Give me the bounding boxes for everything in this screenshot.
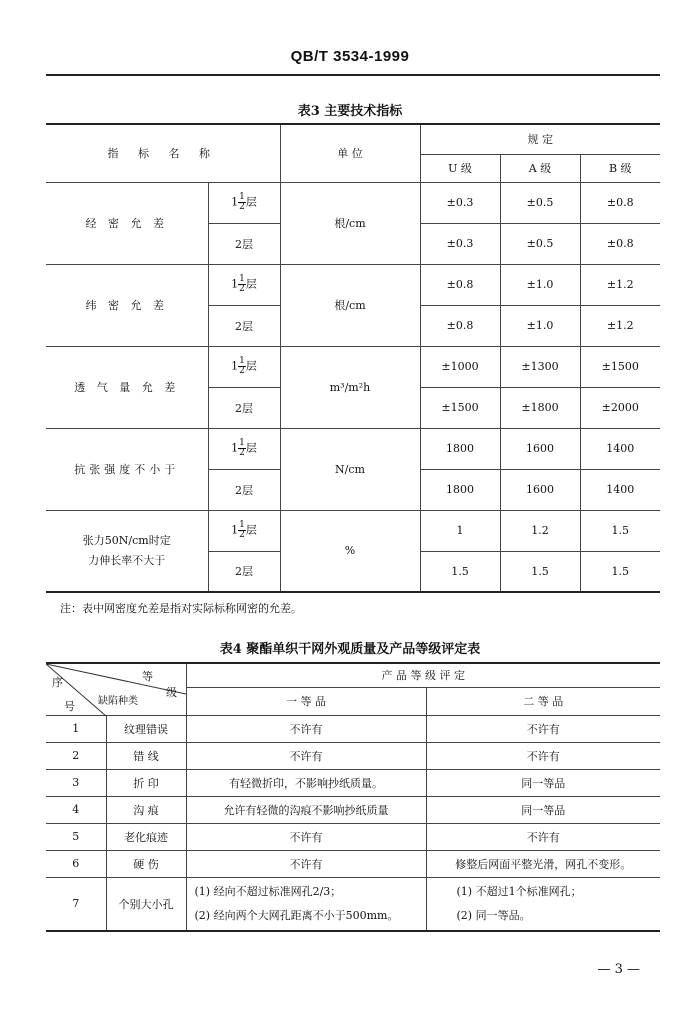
row-first: 不许有 <box>186 742 426 769</box>
row7-second-1: (1) 不超过1个标准网孔； <box>456 884 582 898</box>
layer-fraction <box>238 357 246 376</box>
layer-suffix: 层 <box>245 523 257 537</box>
value-grade-u: ±0.8 <box>420 264 500 305</box>
layer-fraction-denominator: 2 <box>239 448 245 458</box>
row-no: 6 <box>46 850 106 877</box>
row-defect: 纹理错误 <box>106 715 186 742</box>
th-unit: 单 位 <box>280 124 420 182</box>
value-grade-b: 1400 <box>580 469 660 510</box>
layer-fraction-denominator: 2 <box>239 202 245 212</box>
unit: 根/cm <box>280 264 420 346</box>
th-second: 二 等 品 <box>426 687 660 715</box>
table4 <box>46 662 660 932</box>
th-grade-u: U 级 <box>420 154 500 182</box>
value-grade-u: ±0.3 <box>420 182 500 223</box>
indicator-name-line2: 力伸长率不大于 <box>88 553 166 567</box>
row-defect: 折 印 <box>106 769 186 796</box>
layer-fraction <box>238 439 246 458</box>
table-row <box>46 742 660 769</box>
row-defect: 硬 伤 <box>106 850 186 877</box>
row-second: 不许有 <box>426 715 660 742</box>
th-first: 一 等 品 <box>186 687 426 715</box>
value-grade-a: ±1800 <box>500 387 580 428</box>
indicator-name: 抗张强度不小于 <box>46 428 208 510</box>
value-grade-a: ±0.5 <box>500 182 580 223</box>
layer-fraction-numerator: 1 <box>239 192 245 202</box>
value-grade-b: ±1500 <box>580 346 660 387</box>
table3 <box>46 123 660 593</box>
table4-caption: 表4 聚酯单织干网外观质量及产品等级评定表 <box>219 642 481 657</box>
row7-first-2: (2) 经向两个大网孔距离不小于500mm。 <box>194 908 399 922</box>
row-defect: 沟 痕 <box>106 796 186 823</box>
value-grade-a: ±1.0 <box>500 305 580 346</box>
value-grade-a: 1.5 <box>500 551 580 592</box>
layer: 2层 <box>208 551 280 592</box>
row7-no: 7 <box>46 877 106 931</box>
row7-second <box>426 877 660 931</box>
row-first: 不许有 <box>186 823 426 850</box>
row7-first <box>186 877 426 931</box>
row-no: 2 <box>46 742 106 769</box>
value-grade-u: 1800 <box>420 428 500 469</box>
layer-fraction-numerator: 1 <box>239 274 245 284</box>
row-defect: 错 线 <box>106 742 186 769</box>
layer-suffix: 层 <box>245 441 257 455</box>
th-seq-1: 序 <box>52 676 63 689</box>
row-first: 不许有 <box>186 715 426 742</box>
layer <box>208 346 280 387</box>
row-no: 1 <box>46 715 106 742</box>
table-row <box>46 182 660 223</box>
table-row <box>46 769 660 796</box>
value-grade-a: ±1300 <box>500 346 580 387</box>
layer-whole: 1 <box>231 441 239 455</box>
value-grade-b: 1.5 <box>580 551 660 592</box>
layer-fraction-denominator: 2 <box>239 530 245 540</box>
layer-whole: 1 <box>231 359 239 373</box>
value-grade-u: 1.5 <box>420 551 500 592</box>
table-row <box>46 877 660 931</box>
table-row <box>46 823 660 850</box>
table-row <box>46 796 660 823</box>
header-rule <box>46 74 660 76</box>
table-row <box>46 428 660 469</box>
th-grade-b: B 级 <box>580 154 660 182</box>
value-grade-b: ±0.8 <box>580 182 660 223</box>
value-grade-b: ±2000 <box>580 387 660 428</box>
row7-second-2: (2) 同一等品。 <box>456 908 531 922</box>
row-first: 有轻微折印，不影响抄纸质量。 <box>186 769 426 796</box>
layer-fraction <box>238 193 246 212</box>
row-second: 不许有 <box>426 823 660 850</box>
layer-fraction-denominator: 2 <box>239 284 245 294</box>
layer <box>208 428 280 469</box>
value-grade-a: 1600 <box>500 469 580 510</box>
indicator-name <box>46 510 208 592</box>
value-grade-a: 1.2 <box>500 510 580 551</box>
value-grade-u: ±1000 <box>420 346 500 387</box>
layer-suffix: 层 <box>245 195 257 209</box>
unit: m³/m²h <box>280 346 420 428</box>
row-no: 4 <box>46 796 106 823</box>
row-second: 修整后网面平整光滑，网孔不变形。 <box>426 850 660 877</box>
indicator-name: 透 气 量 允 差 <box>46 346 208 428</box>
layer-whole: 1 <box>231 277 239 291</box>
layer-whole: 1 <box>231 195 239 209</box>
table-row <box>46 850 660 877</box>
table3-note: 注：表中网密度允差是指对实际标称网密的允差。 <box>60 602 302 615</box>
value-grade-u: 1 <box>420 510 500 551</box>
page-number: — 3 — <box>597 962 640 977</box>
layer <box>208 510 280 551</box>
layer <box>208 264 280 305</box>
row-no: 3 <box>46 769 106 796</box>
layer-fraction-numerator: 1 <box>239 520 245 530</box>
row-defect: 老化痕迹 <box>106 823 186 850</box>
value-grade-a: ±0.5 <box>500 223 580 264</box>
unit: 根/cm <box>280 182 420 264</box>
row-first: 允许有轻微的沟痕不影响抄纸质量 <box>186 796 426 823</box>
row-no: 5 <box>46 823 106 850</box>
row7-defect: 个别大小孔 <box>106 877 186 931</box>
unit: N/cm <box>280 428 420 510</box>
th-seq-defect-grade <box>46 663 186 715</box>
table3-caption: 表3 主要技术指标 <box>297 104 403 119</box>
layer-fraction <box>238 521 246 540</box>
layer-suffix: 层 <box>245 277 257 291</box>
row7-first-1: (1) 经向不超过标准网孔2/3； <box>194 884 342 898</box>
table-row <box>46 264 660 305</box>
layer: 2层 <box>208 469 280 510</box>
value-grade-b: 1.5 <box>580 510 660 551</box>
table4-body <box>46 715 660 877</box>
table3-body <box>46 182 660 592</box>
layer: 2层 <box>208 305 280 346</box>
value-grade-a: ±1.0 <box>500 264 580 305</box>
value-grade-b: ±1.2 <box>580 264 660 305</box>
layer-whole: 1 <box>231 523 239 537</box>
layer <box>208 182 280 223</box>
unit: % <box>280 510 420 592</box>
value-grade-u: 1800 <box>420 469 500 510</box>
value-grade-a: 1600 <box>500 428 580 469</box>
th-grade-a: A 级 <box>500 154 580 182</box>
th-defect: 缺陷种类 <box>98 696 138 707</box>
value-grade-b: ±0.8 <box>580 223 660 264</box>
table-row <box>46 715 660 742</box>
layer-fraction-denominator: 2 <box>239 366 245 376</box>
th-spec: 规 定 <box>420 124 660 154</box>
layer-fraction-numerator: 1 <box>239 438 245 448</box>
indicator-name: 经 密 允 差 <box>46 182 208 264</box>
indicator-name: 纬 密 允 差 <box>46 264 208 346</box>
table-row <box>46 510 660 551</box>
row-second: 同一等品 <box>426 796 660 823</box>
value-grade-u: ±1500 <box>420 387 500 428</box>
standard-number: QB/T 3534-1999 <box>290 48 410 65</box>
value-grade-u: ±0.3 <box>420 223 500 264</box>
layer: 2层 <box>208 223 280 264</box>
value-grade-u: ±0.8 <box>420 305 500 346</box>
value-grade-b: 1400 <box>580 428 660 469</box>
th-eval: 产 品 等 级 评 定 <box>186 663 660 687</box>
layer-fraction <box>238 275 246 294</box>
row-first: 不许有 <box>186 850 426 877</box>
th-indicator: 指 标 名 称 <box>46 124 280 182</box>
table-row <box>46 346 660 387</box>
row-second: 不许有 <box>426 742 660 769</box>
layer-suffix: 层 <box>245 359 257 373</box>
layer: 2层 <box>208 387 280 428</box>
th-grade-top: 等 <box>142 670 153 683</box>
value-grade-b: ±1.2 <box>580 305 660 346</box>
th-grade-side: 级 <box>166 686 177 699</box>
th-seq-2: 号 <box>64 700 75 713</box>
indicator-name-line1: 张力50N/cm时定 <box>82 533 171 547</box>
layer-fraction-numerator: 1 <box>239 356 245 366</box>
row-second: 同一等品 <box>426 769 660 796</box>
